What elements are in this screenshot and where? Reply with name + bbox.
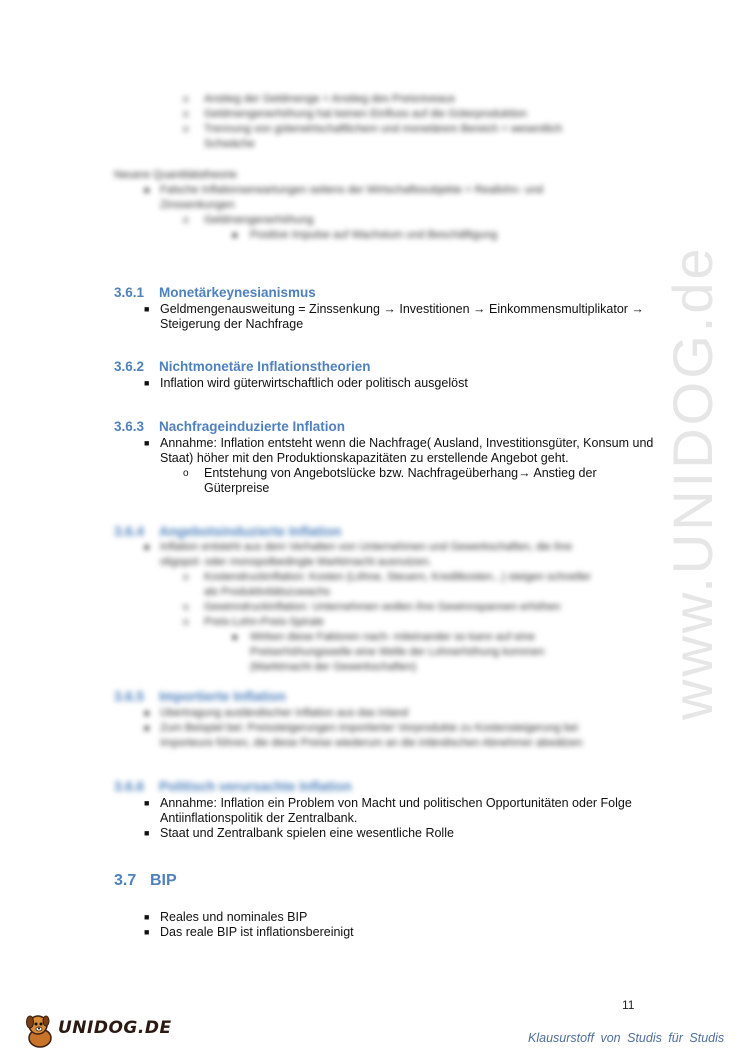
circle-bullet-icon: o — [183, 572, 189, 583]
body-line: Staat) höher mit den Produktionskapazitäten zu erstellende Angebot geht. — [160, 451, 569, 465]
blurred-subtitle: Neuere Quantitätstheorie — [114, 169, 237, 181]
circle-bullet-icon: o — [183, 468, 189, 479]
section-number: 3.6.1 — [114, 285, 145, 300]
section-number: 3.7 — [114, 872, 137, 889]
square-bullet-icon: ■ — [144, 438, 150, 448]
section-title: Politisch verursachte Inflation — [159, 779, 352, 794]
body-line: Güterpreise — [204, 481, 270, 495]
blurred-line: Kostendruckinflation: Kosten (Löhne, Steuern, Kreditkosten...) steigen schneller — [204, 571, 592, 583]
body-line: Steigerung der Nachfrage — [160, 317, 304, 331]
body-line: Inflation wird güterwirtschaftlich oder politisch ausgelöst — [160, 376, 468, 390]
blurred-line: Falsche Inflationserwartungen seitens der Wirtschaftssubjekte = Reallohn- und — [160, 184, 544, 196]
square-bullet-icon: ■ — [144, 708, 150, 718]
blurred-line: Geldmengenerhöhung hat keinen Einfluss auf die Güterproduktion — [204, 108, 527, 120]
section-number: 3.6.6 — [114, 779, 145, 794]
blurred-line: Importeure führen, die diese Preise wiederum an die inländischen Abnehmer abwälzen — [160, 737, 583, 749]
blurred-line: Wirken diese Faktoren nach- miteinander so kann auf eine — [250, 631, 535, 643]
square-bullet-icon: ■ — [144, 185, 150, 195]
section-title: BIP — [150, 872, 177, 889]
blurred-line: Schwäche — [204, 138, 255, 150]
blurred-line: Übertragung ausländischer Inflation aus das Inland — [160, 707, 409, 719]
blurred-line: oligopol- oder monopolbedingte Marktmacht ausnutzen. — [160, 556, 432, 568]
blurred-line: Trennung von güterwirtschaftlichem und monetärem Bereich = wesentlich — [204, 123, 563, 135]
logo-text: UNIDOG.DE — [58, 1018, 172, 1038]
body-line: Annahme: Inflation entsteht wenn die Nachfrage( Ausland, Investitionsgüter, Konsum und — [160, 436, 654, 450]
square-bullet-icon: ■ — [232, 230, 238, 240]
section-title: Nichtmonetäre Inflationstheorien — [159, 359, 371, 374]
section-title: Importierte Inflation — [159, 689, 286, 704]
body-line: Staat und Zentralbank spielen eine wesentliche Rolle — [160, 826, 454, 840]
body-line: Geldmengenausweitung = Zinssenkung → Investitionen → Einkommensmultiplikator → — [160, 302, 644, 316]
footer-tagline: Klausurstoff von Studis für Studis — [528, 1031, 725, 1045]
square-bullet-icon: ■ — [144, 828, 150, 838]
circle-bullet-icon: o — [183, 109, 189, 120]
section-title: Nachfrageinduzierte Inflation — [159, 419, 346, 434]
watermark: www.UNIDOG.de — [661, 245, 724, 720]
dog-mascot-icon — [22, 1012, 62, 1050]
blurred-line: Zum Beispiel bei: Preissteigerungen importierter Vorprodukte zu Kostensteigerung bei — [160, 722, 579, 734]
section-number: 3.6.5 — [114, 689, 145, 704]
body-line: Reales und nominales BIP — [160, 910, 308, 924]
blurred-line: (Marktmacht der Gewerkschaften) — [250, 661, 417, 673]
blurred-line: Positive Impulse auf Wachstum und Beschäftigung — [250, 229, 498, 241]
square-bullet-icon: ■ — [144, 927, 150, 937]
circle-bullet-icon: o — [183, 94, 189, 105]
section-title: Angebotsinduzierte Inflation — [159, 524, 342, 539]
square-bullet-icon: ■ — [232, 632, 238, 642]
circle-bullet-icon: o — [183, 602, 189, 613]
body-line: Das reale BIP ist inflationsbereinigt — [160, 925, 354, 939]
section-number: 3.6.4 — [114, 524, 145, 539]
blurred-line: Geldmengenerhöhung — [204, 214, 314, 226]
circle-bullet-icon: o — [183, 617, 189, 628]
square-bullet-icon: ■ — [144, 378, 150, 388]
blurred-line: Inflation entsteht aus dem Verhalten von Unternehmen und Gewerkschaften, die ihre — [160, 541, 573, 553]
blurred-line: Anstieg der Geldmenge = Anstieg des Preisniveaus — [204, 93, 456, 105]
body-line: Annahme: Inflation ein Problem von Macht und politischen Opportunitäten oder Folge — [160, 796, 632, 810]
square-bullet-icon: ■ — [144, 542, 150, 552]
body-line: Antiinflationspolitik der Zentralbank. — [160, 811, 358, 825]
section-number: 3.6.2 — [114, 359, 145, 374]
square-bullet-icon: ■ — [144, 798, 150, 808]
square-bullet-icon: ■ — [144, 912, 150, 922]
body-line: Entstehung von Angebotslücke bzw. Nachfrageüberhang→ Anstieg der — [204, 466, 597, 480]
circle-bullet-icon: o — [183, 215, 189, 226]
section-number: 3.6.3 — [114, 419, 145, 434]
square-bullet-icon: ■ — [144, 304, 150, 314]
blurred-line: Gewinndruckinflation: Unternehmen wollen ihre Gewinnspannen erhöhen — [204, 601, 561, 613]
blurred-line: Zinssenkungen — [160, 199, 235, 211]
circle-bullet-icon: o — [183, 124, 189, 135]
page-number: 11 — [622, 998, 635, 1012]
blurred-line: Preiserhöhungswelle eine Welle der Lohnerhöhung kommen — [250, 646, 545, 658]
blurred-line: als Produktivitätszuwachs — [204, 586, 330, 598]
unidog-logo — [22, 1012, 172, 1050]
square-bullet-icon: ■ — [144, 723, 150, 733]
section-title: Monetärkeynesianismus — [159, 285, 316, 300]
blurred-line: Preis-Lohn-Preis-Spirale — [204, 616, 324, 628]
